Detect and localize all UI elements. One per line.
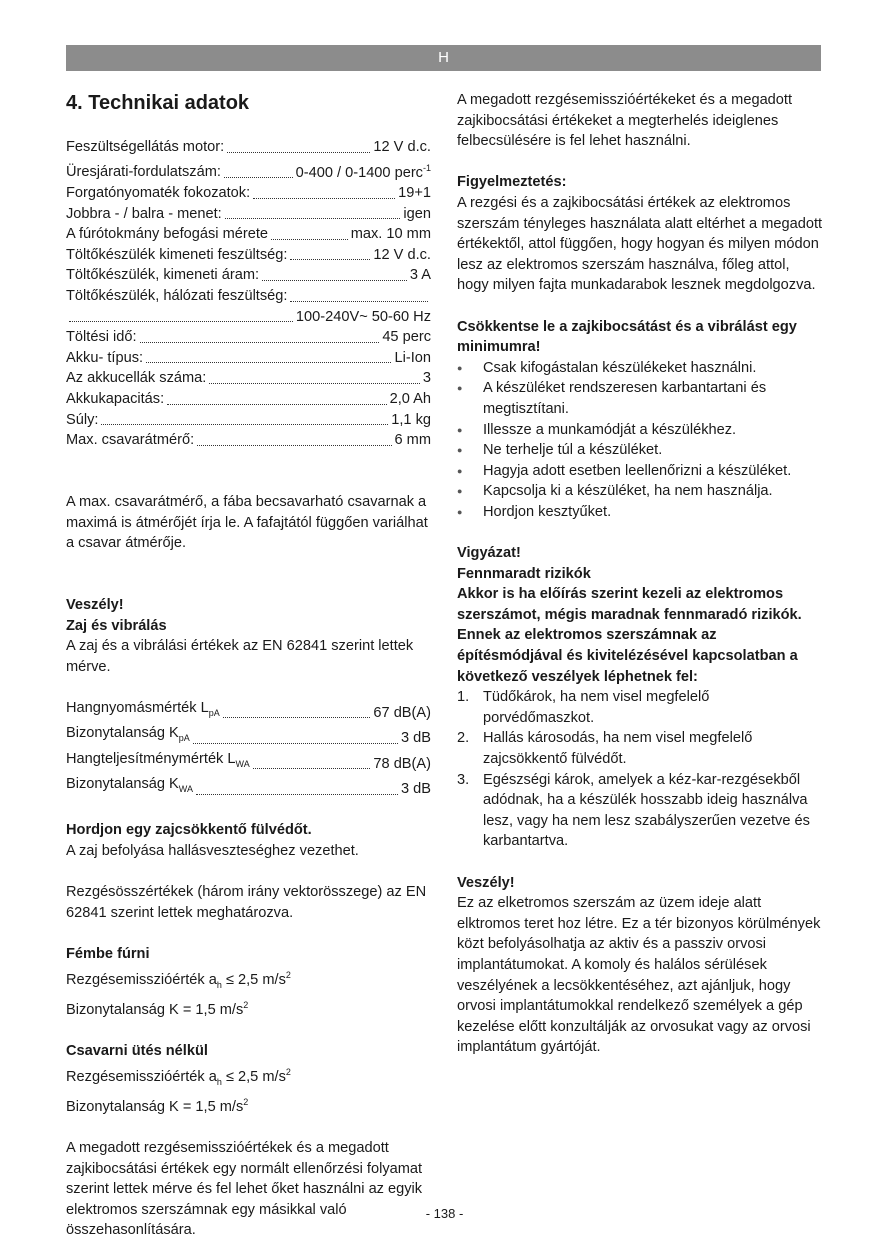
noise-row — [66, 723, 431, 749]
list-item: ● Illessze a munkamódját a készülékhez. — [457, 420, 823, 441]
row-value: 12 V d.c. — [373, 246, 431, 263]
row-value: 1,1 kg — [391, 411, 431, 428]
item-text: Hallás károsodás, ha nem visel megfelelő zajcsökkentő fülvédőt. — [483, 730, 753, 767]
dot-leader — [227, 152, 370, 153]
dot-leader — [140, 342, 380, 343]
noise-row — [66, 774, 431, 800]
list-item — [457, 728, 823, 769]
dot-leader — [167, 404, 386, 405]
danger-heading-right: Veszély! — [457, 874, 515, 891]
row-value: Li-Ion — [394, 349, 431, 366]
spec-list — [66, 137, 431, 451]
noise-values — [66, 698, 431, 800]
intro-text: A megadott rezgésemisszióértékeket és a megadott zajkibocsátási értékeket a megterhelés ideiglenes felbecsülésére is fel lehet használni. — [457, 92, 793, 150]
danger-heading: Veszély! — [66, 596, 124, 613]
screw-emission: Rezgésemisszióérték $a_h \le 2,5$ $m/s^2$ — [66, 1066, 291, 1087]
dot-leader — [262, 280, 407, 281]
residual-heading: Fennmaradt rizikók — [457, 565, 591, 582]
row-label: Akkukapacitás: — [66, 390, 165, 407]
left-column — [66, 90, 431, 1241]
row-label: Feszültségellátás motor: — [66, 139, 225, 155]
row-value: 45 perc — [382, 329, 431, 346]
list-item: ● Csak kifogástalan készülékeket használni. — [457, 358, 823, 379]
final-text: A megadott rezgésemisszióértékek és a megadott zajkibocsátási értékek egy normált ellenőrzési folyamat szerint lettek mérve és fel lehet őket használni az egyik elektromos szerszámnak egy másikkal való összehasonlítására. — [66, 1140, 423, 1239]
spec-row — [66, 327, 431, 348]
spec-row — [66, 368, 431, 389]
dot-leader — [146, 362, 391, 363]
noise-row — [66, 749, 431, 775]
row-label: A fúrótokmány befogási mérete — [66, 226, 268, 243]
metal-emission: Rezgésemisszióérték $a_h \le 2,5$ $m/s^2$ — [66, 969, 291, 990]
noise-text: A zaj és a vibrálási értékek az EN 62841 szerint lettek mérve. — [66, 638, 414, 675]
spec-row — [66, 348, 431, 369]
list-item — [457, 687, 823, 728]
noise-heading: Zaj és vibrálás — [66, 617, 167, 634]
right-column — [457, 90, 823, 1058]
row-label: Forgatónyomaték fokozatok: — [66, 185, 251, 202]
row-label: Bizonytalanság $K_{pA}$ — [66, 725, 190, 744]
list-item: ● Hordjon kesztyűket. — [457, 502, 823, 523]
spec-row — [66, 307, 431, 328]
caution-heading: Vigyázat! — [457, 545, 521, 562]
spec-row — [66, 265, 431, 286]
row-value: 78 dB(A) — [373, 755, 431, 772]
dot-leader — [225, 218, 401, 219]
reduce-list — [457, 358, 823, 523]
dot-leader — [224, 177, 293, 178]
spec-row — [66, 389, 431, 410]
list-item: ● Hagyja adott esetben leellenőrizni a készüléket. — [457, 461, 823, 482]
dot-leader — [290, 301, 428, 302]
row-value: 3 A — [409, 267, 431, 284]
row-label: Jobbra - / balra - menet: — [66, 205, 222, 222]
list-item: ● A készüléket rendszeresen karbantartani és megtisztítani. — [457, 378, 823, 419]
row-value: 6 mm — [394, 432, 431, 449]
row-label: Bizonytalanság $K_{WA}$ — [66, 776, 193, 795]
ear-protection-text: A zaj befolyása hallásveszteséghez vezethet. — [66, 843, 359, 860]
metal-drilling-heading: Fémbe fúrni — [66, 946, 150, 963]
row-label: Súly: — [66, 411, 99, 428]
row-label: Töltőkészülék, hálózati feszültség: — [66, 288, 288, 305]
vibration-sum-text: Rezgésösszértékek (három irány vektorösszege) az EN 62841 szerint lettek meghatározva. — [66, 884, 427, 921]
ear-protection-heading: Hordjon egy zajcsökkentő fülvédőt. — [66, 822, 312, 839]
spec-row — [66, 204, 431, 225]
dot-leader — [253, 198, 395, 199]
dot-leader — [290, 259, 370, 260]
dot-leader — [197, 445, 391, 446]
spec-row — [66, 224, 431, 245]
dot-leader — [271, 239, 348, 240]
spec-row — [66, 183, 431, 204]
row-value: 3 — [422, 370, 431, 387]
dot-leader — [69, 321, 293, 322]
language-header-bar — [66, 45, 821, 71]
item-text: Tüdőkárok, ha nem visel megfelelő porvédőmaszkot. — [483, 689, 710, 726]
spec-row — [66, 158, 431, 183]
warning-text: A rezgési és a zajkibocsátási értékek az elektromos szerszám tényleges használata alatt eltérhet a megadott értékektől, attol függően, hogy hogyan és milyen módon lesz az elektromos szerszám használva, főleg attol, hogy milyen fajta munkadarabok lesznek megdolgozva. — [457, 194, 823, 294]
dot-leader — [253, 768, 371, 769]
language-code: H — [438, 49, 449, 66]
item-number: 1. — [457, 689, 470, 706]
row-value: 100-240V~ 50-60 Hz — [295, 308, 431, 325]
dot-leader — [223, 717, 371, 718]
screw-note: A max. csavarátmérő, a fába becsavarható csavarnak a maximá is átmérőjét írja le. A fafajtától függően variálhat a csavar átmérője. — [66, 493, 428, 552]
row-label: Az akkucellák száma: — [66, 370, 207, 387]
row-value: 19+1 — [398, 185, 431, 202]
row-value: max. 10 mm — [350, 226, 431, 243]
row-label: Max. csavarátmérő: — [66, 432, 195, 449]
row-label: Töltőkészülék, kimeneti áram: — [66, 267, 260, 284]
dot-leader — [196, 794, 398, 795]
row-value: 3 dB — [400, 781, 431, 798]
row-label: Hangnyomásmérték $L_{pA}$ — [66, 699, 220, 718]
item-text: Egészségi károk, amelyek a kéz-kar-rezgésekből adódnak, ha a készülék hosszabb ideig használva lesz, vagy ha nem lesz szabályszerűen vezetve és karbantartva. — [483, 771, 810, 850]
spec-row — [66, 430, 431, 451]
list-item: ● Kapcsolja ki a készüléket, ha nem használja. — [457, 481, 823, 502]
row-label: Akku- típus: — [66, 349, 144, 366]
dot-leader — [193, 743, 398, 744]
row-label: Üresjárati-fordulatszám: — [66, 164, 221, 181]
spec-row — [66, 137, 431, 158]
list-item: ● Ne terhelje túl a készüléket. — [457, 440, 823, 461]
row-label: Hangteljesítménymérték $L_{WA}$ — [66, 750, 250, 769]
noise-row — [66, 698, 431, 724]
row-value: 12 V d.c. — [373, 139, 431, 155]
section-title: 4. Technikai adatok — [66, 92, 250, 114]
metal-uncertainty: Bizonytalanság K = 1,5 $m/s^2$ — [66, 1000, 249, 1018]
row-value: 2,0 Ah — [389, 390, 431, 407]
danger-text: Ez az elketromos szerszám az üzem ideje alatt elktromos teret hoz létre. Ez a tér bizonyos körülmények közt befolyásolhatja az aktiv és a passziv orvosi implantátumokat. A komoly és halálos sérülések veszélyének a lecsökkentéséhez, azt ajánljuk, hogy orvosi implantátumokkal rendelkező személyek a gép kezelése előtt konzultálják az orvosukat vagy az orvosi implantátum gyártóját. — [457, 895, 821, 1056]
dot-leader — [209, 383, 420, 384]
screw-uncertainty: Bizonytalanság K = 1,5 $m/s^2$ — [66, 1097, 249, 1115]
list-item — [457, 770, 823, 852]
item-number: 3. — [457, 771, 470, 788]
row-value: 3 dB — [400, 730, 431, 747]
row-label: Töltőkészülék kimeneti feszültség: — [66, 246, 288, 263]
row-value: igen — [403, 205, 431, 222]
screwing-heading: Csavarni ütés nélkül — [66, 1043, 208, 1060]
spec-row — [66, 245, 431, 266]
row-value: 67 dB(A) — [373, 704, 431, 721]
page-number: - 138 - — [425, 1206, 464, 1221]
residual-bold-text: Akkor is ha előírás szerint kezeli az elektromos szerszámot, mégis maradnak fennmaradó rizikók. Ennek az elektromos szerszámnak az építésmódjával és kivitelézésével kapcsolatban a következő veszélyek léphetnek fel: — [457, 586, 802, 685]
row-label: Töltési idő: — [66, 329, 137, 346]
item-number: 2. — [457, 730, 470, 747]
warning-heading: Figyelmeztetés: — [457, 174, 567, 191]
dot-leader — [101, 424, 388, 425]
spec-row — [66, 286, 431, 307]
row-value: 0-400 / 0-1400 perc$^{-1}$ — [295, 162, 431, 181]
residual-list — [457, 687, 823, 852]
spec-row — [66, 410, 431, 431]
reduce-heading: Csökkentse le a zajkibocsátást és a vibrálást egy minimumra! — [457, 318, 797, 356]
